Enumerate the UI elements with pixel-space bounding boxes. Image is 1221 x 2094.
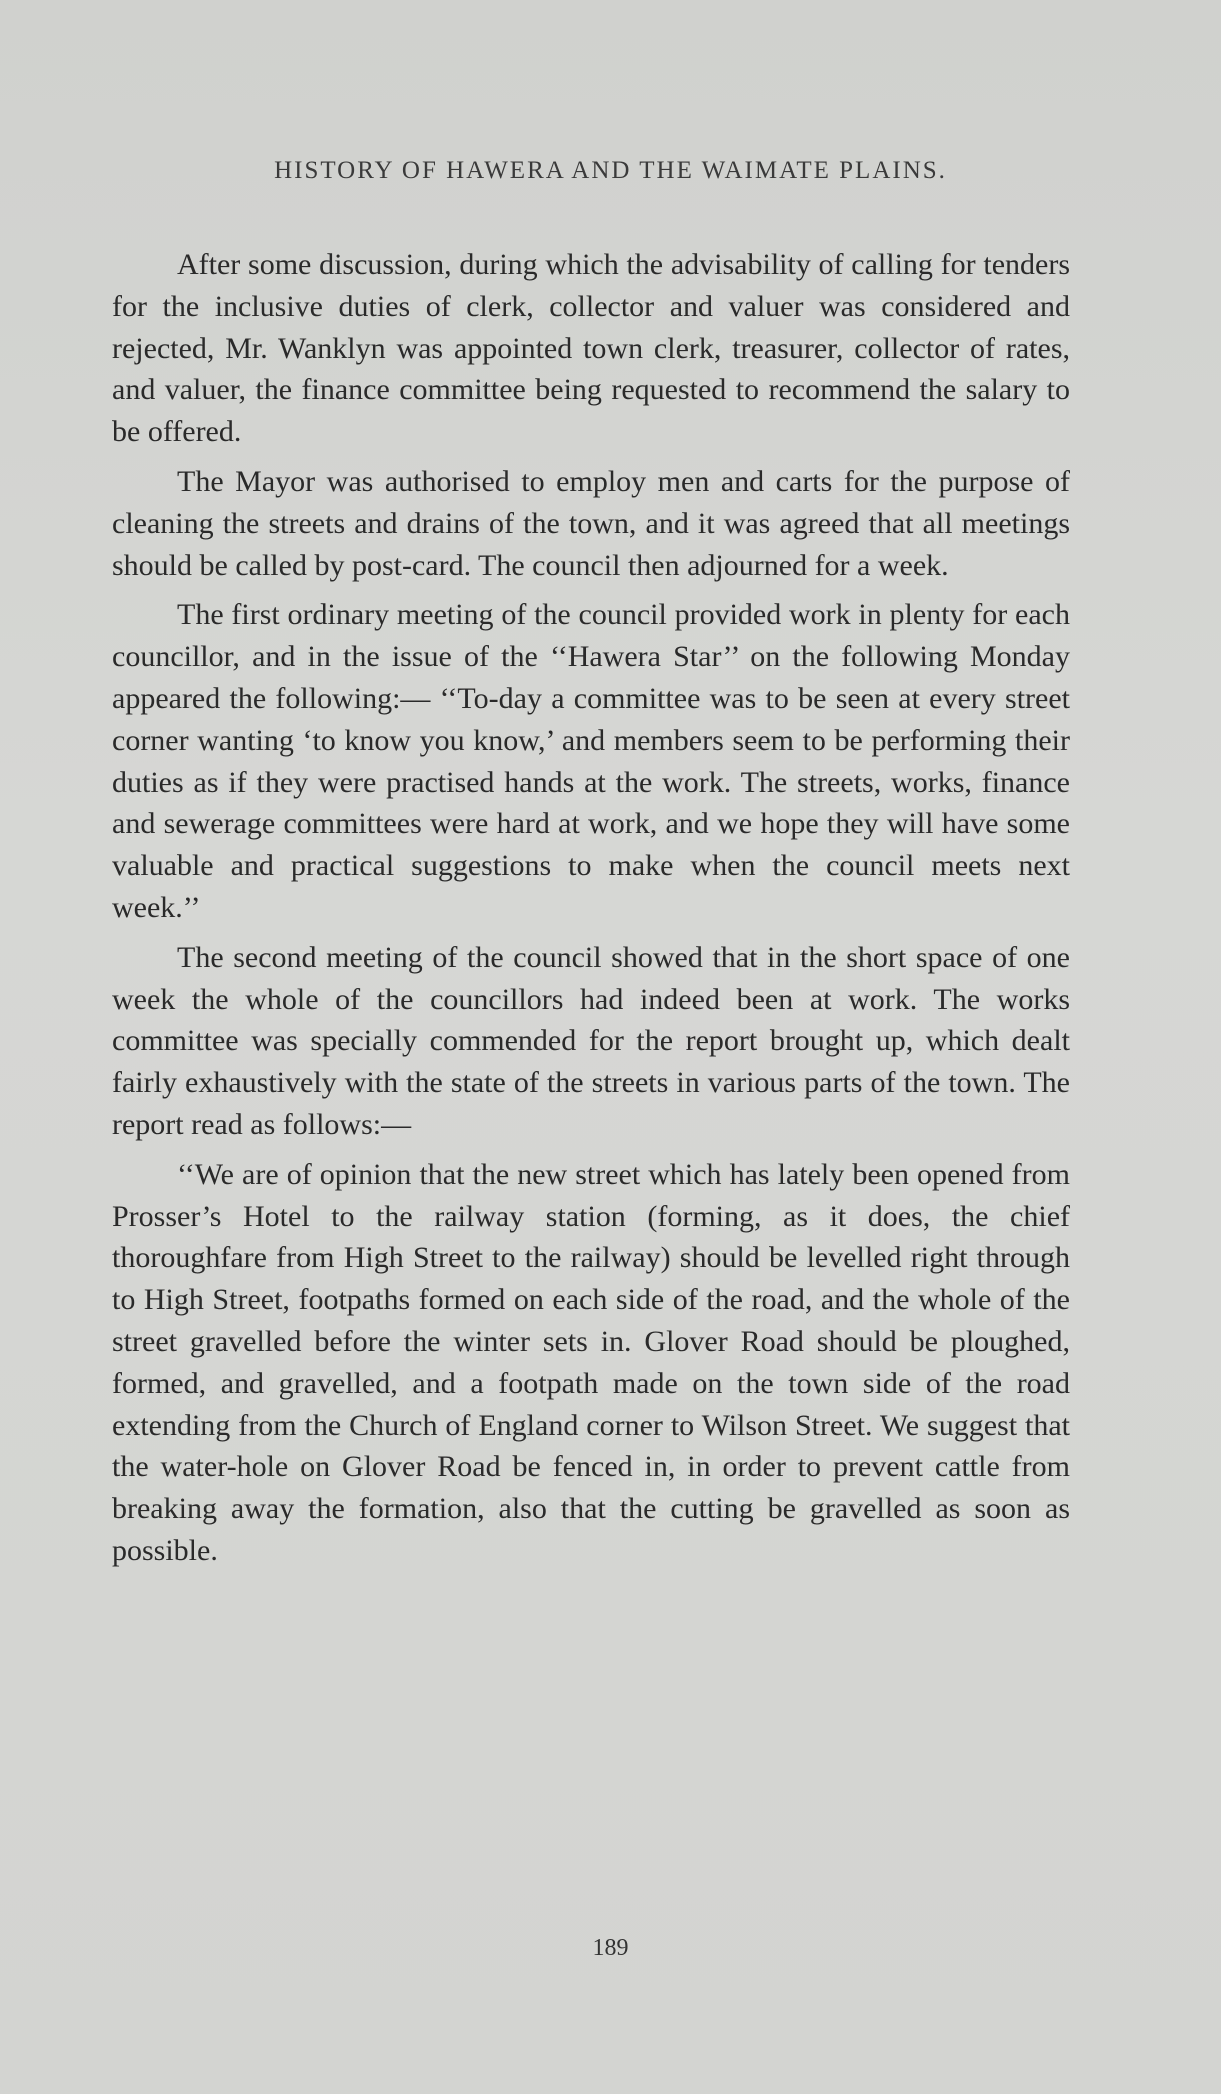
paragraph: The Mayor was authorised to employ men and carts for the purpose of cleaning the streets and drains of the town, and it was agreed that all meetings should be called by post-card. The council then adjourned for a week. (112, 464, 1070, 582)
paragraph: The second meeting of the council showed that in the short space of one week the whole of the councillors had indeed been at work. The works committee was specially commended for the report brought up, which dealt fairly exhaustively with the state of the streets in various parts of the town. The report read as follows:— (112, 940, 1070, 1141)
running-head: HISTORY OF HAWERA AND THE WAIMATE PLAINS. (274, 157, 947, 184)
paragraph: ‘‘We are of opinion that the new street which has lately been opened from Prosser’s Hotel to the railway station (forming, as it does, the chief thoroughfare from High Street to the railway) should be levelled right through to High Street, footpaths formed on each side of the road, and the whole of the street gravelled before the winter sets in. Glover Road should be ploughed, formed, and gravelled, and a footpath made on the town side of the road extending from the Church of England corner to Wilson Street. We suggest that the water-hole on Glover Road be fenced in, in order to prevent cattle from breaking away the formation, also that the cutting be gravelled as soon as possible. (112, 1157, 1070, 1567)
page-number: 189 (592, 1935, 629, 1961)
body-text (112, 244, 1070, 1580)
paragraph: After some discussion, during which the advisability of calling for tenders for the inclusive duties of clerk, collector and valuer was considered and rejected, Mr. Wanklyn was appointed town clerk, treasurer, collector of rates, and valuer, the finance committee being requested to recommend the salary to be offered. (112, 248, 1070, 449)
paragraph: The first ordinary meeting of the council provided work in plenty for each councillor, and in the issue of the ‘‘Hawera Star’’ on the following Monday appeared the following:— ‘‘To-day a committee was to be seen at every street corner wanting ‘to know you know,’ and members seem to be performing their duties as if they were practised hands at the work. The streets, works, finance and sewerage committees were hard at work, and we hope they will have some valuable and practical suggestions to make when the council meets next week.’’ (112, 598, 1070, 924)
